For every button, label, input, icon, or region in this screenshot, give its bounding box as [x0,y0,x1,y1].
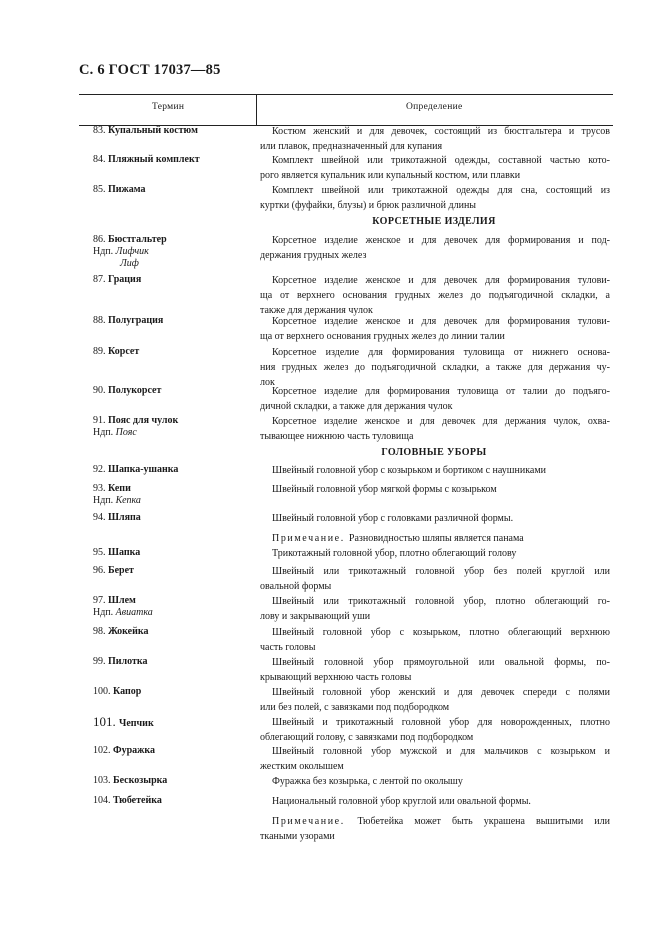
term-name: Бескозырка [113,775,168,786]
term-number: 100. [93,686,113,697]
term-number: 102. [93,745,113,756]
term-cell [93,565,253,577]
term-number: 90. [93,385,108,396]
term-cell [93,415,253,439]
term-cell [93,234,253,270]
definition-cell [260,564,610,594]
term-number: 97. [93,595,108,606]
term-number: 92. [93,464,108,475]
term-cell [93,795,253,807]
term-cell [93,656,253,668]
term-number: 103. [93,775,113,786]
term-name: Жокейка [108,626,149,637]
definition-cell [260,685,610,715]
definition-line: Корсетное изделие для формирования туловища от нижнего основа- [272,347,610,358]
definition-line: Национальный головной убор круглой или овальной формы. [272,796,531,807]
definition-cell [260,463,610,478]
term-number: 94. [93,512,108,523]
definition-line: рого является купальник или купальный костюм, или плавки [260,170,521,181]
term-number: 104. [93,795,113,806]
term-number: 95. [93,547,108,558]
definition-cell [260,594,610,624]
term-name: Корсет [108,346,140,357]
term-number: 86. [93,234,108,245]
definition-note: Примечание. Разновидностью шляпы является панама [272,533,524,544]
definition-line: держания грудных желез [260,250,367,261]
definition-cell [260,715,610,745]
term-name: Пляжный комплект [108,154,200,165]
definition-line: лову и закрывающий уши [260,611,371,622]
term-cell [93,154,253,166]
term-name: Полуграция [108,315,164,326]
term-number: 98. [93,626,108,637]
definition-cell [260,482,610,497]
term-synonym: Ндп. Лифчик [93,246,149,257]
definition-line: овальной формы [260,581,332,592]
term-name: Пижама [108,184,146,195]
term-cell [93,595,253,619]
definition-line: Комплект швейной или трикотажной одежды, составной частью кото- [272,155,610,166]
definition-line: Комплект швейной или трикотажной одежды для сна, состоящий из [272,185,610,196]
term-cell [93,512,253,524]
definition-line: ния грудных желез до подъягодичной складки, а также для держания чу- [260,362,610,373]
column-header-term: Термин [152,102,185,112]
section-title: ГОЛОВНЫЕ УБОРЫ [381,447,487,458]
term-name: Берет [108,565,134,576]
term-name: Бюстгальтер [108,234,167,245]
term-name: Шлем [108,595,136,606]
term-name: Чепчик [119,718,154,729]
term-cell [93,626,253,638]
term-cell [93,385,253,397]
definition-cell [260,233,610,263]
term-cell [93,716,253,730]
definition-line: Корсетное изделие женское и для девочек для формирования тулови- [272,275,610,286]
term-name: Шляпа [108,512,141,523]
definition-line: Корсетное изделие женское и для девочек для формирования тулови- [272,316,610,327]
term-synonym: Ндп. Пояс [93,427,137,438]
section-title: КОРСЕТНЫЕ ИЗДЕЛИЯ [372,216,496,227]
term-name: Купальный костюм [108,125,198,136]
term-number: 89. [93,346,108,357]
page-header: С. 6 ГОСТ 17037—85 [79,62,221,78]
definition-cell [260,774,610,789]
term-number: 91. [93,415,108,426]
term-name: Полукорсет [108,385,162,396]
definition-line: Швейный или трикотажный головной убор без полей круглой или [272,566,610,577]
term-synonym: Ндп. Кепка [93,495,141,506]
definition-note: Примечание. Тюбетейка может быть украшена вышитыми или ткаными узорами [260,816,610,842]
term-name: Грация [108,274,142,285]
definition-line: Швейный головной убор мужской и для мальчиков с козырьком и [272,746,610,757]
term-name: Кепи [108,483,131,494]
definition-cell [260,153,610,183]
definition-line: Швейный головной убор с козырьком и бортиком с наушниками [272,465,547,476]
definition-line: Трикотажный головной убор, плотно облегающий голову [272,548,517,559]
definition-line: Корсетное изделие женское и для девочек для формирования и под- [272,235,610,246]
term-number: 84. [93,154,108,165]
definition-line: или без полей, с завязками под подбородком [260,702,450,713]
definition-line: облегающий голову, с завязками под подбородком [260,732,474,743]
term-cell [93,483,253,507]
definition-cell [260,744,610,774]
term-cell [93,346,253,358]
term-name: Фуражка [113,745,156,756]
term-synonym: Лиф [120,258,139,269]
definition-line: Швейный или трикотажный головной убор, плотно облегающий го- [272,596,610,607]
definition-cell [260,625,610,655]
term-cell [93,775,253,787]
definition-line: дичной складки, а также для держания чулок [260,401,453,412]
definition-line: часть головы [260,642,316,653]
table-head-divider [256,95,257,126]
definition-cell [260,273,610,318]
definition-cell [260,655,610,685]
note-label: Примечание. [272,816,358,827]
definition-line: Швейный головной убор мягкой формы с козырьком [272,484,497,495]
definition-line: жестким околышем [260,761,344,772]
term-name: Шапка [108,547,141,558]
definition-line: Костюм женский и для девочек, состоящий из бюстгальтера и трусов [272,126,610,137]
term-name: Тюбетейка [113,795,162,806]
term-cell [93,274,253,286]
definition-line: куртки (фуфайки, блузы) и брюк различной длины [260,200,477,211]
term-cell [93,464,253,476]
definition-line: тывающее нижнюю часть туловища [260,431,414,442]
term-number: 87. [93,274,108,285]
term-name: Пилотка [108,656,148,667]
definition-cell [260,794,610,809]
definition-cell [260,183,610,213]
definition-line: Швейный и трикотажный головной убор для новорожденных, плотно [272,717,610,728]
note-label: Примечание. [272,533,349,544]
definition-line: Швейный головной убор женский и для девочек спереди с полями [272,687,610,698]
definition-line: крывающий верхнюю часть головы [260,672,412,683]
term-number: 96. [93,565,108,576]
definition-line: Швейный головной убор с головками различной формы. [272,513,514,524]
term-cell [93,125,253,137]
term-cell [93,745,253,757]
table-top-rule [79,94,613,95]
definition-cell [260,414,610,444]
definition-line: ща от верхнего основания грудных желез до линии талии [260,331,505,342]
term-synonym: Ндп. Авиатка [93,607,153,618]
term-cell [93,184,253,196]
definition-line: Корсетное изделие для формирования туловища от талии до подъяго- [272,386,610,397]
definition-line: Фуражка без козырька, с лентой по околышу [272,776,463,787]
definition-line: Швейный головной убор прямоугольной или овальной формы, по- [272,657,610,668]
term-number: 99. [93,656,108,667]
definition-cell [260,314,610,344]
definition-cell [260,124,610,154]
definition-line: лок [260,377,275,388]
definition-line: или плавок, предназначенный для купания [260,141,443,152]
definition-line: также для держания чулок [260,305,373,316]
definition-cell [260,546,610,561]
column-header-definition: Определение [406,102,463,112]
definition-line: Корсетное изделие женское и для девочек для держания чулок, охва- [272,416,610,427]
term-number: 93. [93,483,108,494]
term-name: Шапка-ушанка [108,464,179,475]
term-name: Пояс для чулок [108,415,179,426]
definition-line: Швейный головной убор с козырьком, плотно облегающий верхнюю [272,627,610,638]
definition-cell [260,384,610,414]
term-number: 85. [93,184,108,195]
term-name: Капор [113,686,142,697]
definition-line: ща от верхнего основания грудных желез до подъягодичной складки, а [260,290,610,301]
term-number: 101. [93,714,119,729]
term-cell [93,315,253,327]
term-cell [93,686,253,698]
term-cell [93,547,253,559]
term-number: 88. [93,315,108,326]
term-number: 83. [93,125,108,136]
definition-cell [260,511,610,526]
